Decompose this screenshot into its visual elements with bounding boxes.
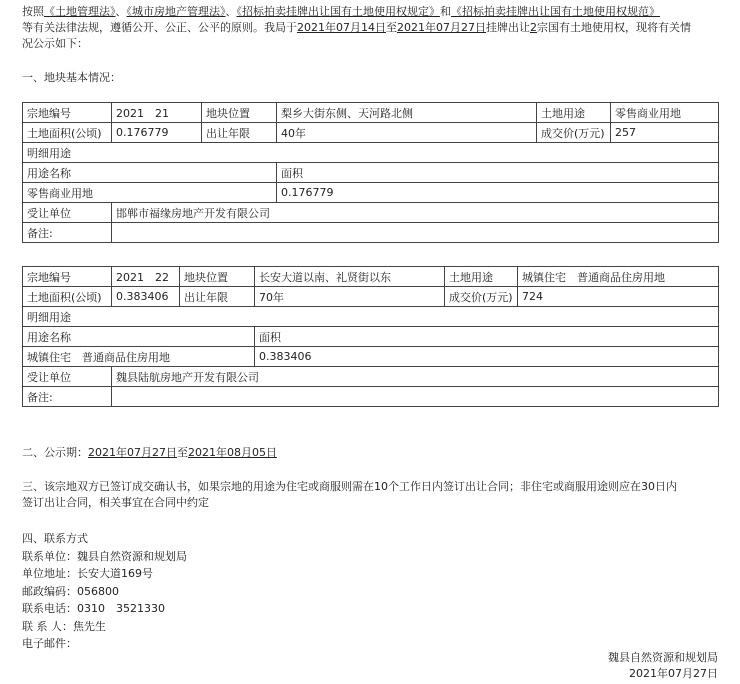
table-row <box>23 327 719 347</box>
land-area: 0.383406 <box>112 287 180 307</box>
cell-label: 宗地编号 <box>23 267 112 287</box>
intro-line-1 <box>22 4 722 20</box>
intro-prefix: 按照 <box>22 5 44 18</box>
contact-postcode: 邮政编码：056800 <box>22 584 119 598</box>
table-row <box>23 163 719 183</box>
intro-text: 等有关法律法规，遵循公开、公正、公平的原则。我局于 <box>22 21 297 34</box>
parcel-table-2 <box>22 266 719 407</box>
signature-date: 2021年07月27日 <box>629 667 718 680</box>
cell-label: 土地用途 <box>445 267 518 287</box>
cell-label: 受让单位 <box>23 367 112 387</box>
contact-section <box>22 530 187 653</box>
table-row <box>23 387 719 407</box>
grantee: 魏县陆航房地产开发有限公司 <box>112 367 719 387</box>
section-3-line-1: 三、该宗地双方已签订成交确认书，如果宗地的用途为住宅或商服则需在10个工作日内签订出让合同；非住宅或商服用途则应在30日内 <box>22 480 677 493</box>
parcel-table-1 <box>22 102 719 243</box>
table-row <box>23 267 719 287</box>
intro-text: 至 <box>386 21 397 34</box>
deal-price: 257 <box>611 123 719 143</box>
cell-label: 用途名称 <box>23 327 255 347</box>
table-row <box>23 123 719 143</box>
table-row <box>23 143 719 163</box>
cell-label: 地块位置 <box>202 103 277 123</box>
parcel-number: 2021 22 <box>112 267 180 287</box>
cell-label: 用途名称 <box>23 163 277 183</box>
land-area: 0.176779 <box>112 123 202 143</box>
intro-paragraph <box>22 4 722 52</box>
cell-label: 土地面积(公顷) <box>23 123 112 143</box>
cell-label: 面积 <box>277 163 719 183</box>
table-row <box>23 307 719 327</box>
cell-label: 出让年限 <box>180 287 255 307</box>
intro-text: 宗国有土地使用权，现将有关情 <box>537 21 691 34</box>
publicity-start-date: 2021年07月27日 <box>88 446 177 459</box>
contact-unit: 联系单位：魏县自然资源和规划局 <box>22 549 187 563</box>
lease-term: 70年 <box>255 287 445 307</box>
section-1-title: 一、地块基本情况： <box>22 71 121 84</box>
section-2-publicity-period <box>22 445 277 461</box>
law-link-4[interactable]: 《招标拍卖挂牌出让国有土地使用权规范》 <box>451 5 660 18</box>
signature-block <box>608 650 718 682</box>
table-row <box>23 287 719 307</box>
cell-label: 面积 <box>255 327 719 347</box>
lease-term: 40年 <box>277 123 537 143</box>
intro-line-3: 况公示如下： <box>22 37 88 50</box>
intro-text: 挂牌出让 <box>486 21 530 34</box>
parcel-location: 长安大道以南、礼贤街以东 <box>255 267 445 287</box>
contact-address: 单位地址：长安大道169号 <box>22 567 153 580</box>
listing-end-date: 2021年07月27日 <box>397 21 486 34</box>
table-row <box>23 347 719 367</box>
cell-label: 备注: <box>23 387 112 407</box>
conjunction: 和 <box>440 5 451 18</box>
table-row <box>23 367 719 387</box>
cell-label: 出让年限 <box>202 123 277 143</box>
table-row <box>23 223 719 243</box>
detail-use-area: 0.176779 <box>277 183 719 203</box>
cell-label: 地块位置 <box>180 267 255 287</box>
table-row <box>23 103 719 123</box>
land-use: 零售商业用地 <box>611 103 719 123</box>
contact-phone: 联系电话：0310 3521330 <box>22 602 165 615</box>
cell-label: 成交价(万元) <box>537 123 611 143</box>
detail-use-name: 零售商业用地 <box>23 183 277 203</box>
detail-use-header: 明细用途 <box>23 143 719 163</box>
law-link-3[interactable]: 《招标拍卖挂牌出让国有土地使用权规定》 <box>236 5 440 18</box>
section-3-paragraph <box>22 479 677 511</box>
contact-title: 四、联系方式 <box>22 532 88 545</box>
separator: 至 <box>177 446 188 459</box>
cell-label: 土地面积(公顷) <box>23 287 112 307</box>
table-row <box>23 183 719 203</box>
intro-line-2 <box>22 20 722 36</box>
cell-label: 土地用途 <box>537 103 611 123</box>
publicity-end-date: 2021年08月05日 <box>188 446 277 459</box>
law-link-1[interactable]: 《土地管理法》 <box>44 5 116 18</box>
cell-label: 成交价(万元) <box>445 287 518 307</box>
listing-start-date: 2021年07月14日 <box>297 21 386 34</box>
section-2-label: 二、公示期： <box>22 446 88 459</box>
cell-label: 宗地编号 <box>23 103 112 123</box>
detail-use-name: 城镇住宅 普通商品住房用地 <box>23 347 255 367</box>
contact-email: 电子邮件： <box>22 637 77 650</box>
note <box>112 223 719 243</box>
cell-label: 备注: <box>23 223 112 243</box>
deal-price: 724 <box>518 287 719 307</box>
signature-org: 魏县自然资源和规划局 <box>608 651 718 664</box>
separator: 、 <box>115 5 127 18</box>
separator: 、 <box>225 5 237 18</box>
note <box>112 387 719 407</box>
cell-label: 受让单位 <box>23 203 112 223</box>
parcel-location: 梨乡大街东侧、天河路北侧 <box>277 103 537 123</box>
detail-use-area: 0.383406 <box>255 347 719 367</box>
parcel-count: 2 <box>530 21 537 34</box>
detail-use-header: 明细用途 <box>23 307 719 327</box>
land-use: 城镇住宅 普通商品住房用地 <box>518 267 719 287</box>
table-row <box>23 203 719 223</box>
section-3-line-2: 签订出让合同，相关事宜在合同中约定 <box>22 496 209 509</box>
grantee: 邯郸市福缘房地产开发有限公司 <box>112 203 719 223</box>
law-link-2[interactable]: 《城市房地产管理法》 <box>126 5 226 18</box>
contact-person: 联 系 人：焦先生 <box>22 619 106 633</box>
parcel-number: 2021 21 <box>112 103 202 123</box>
